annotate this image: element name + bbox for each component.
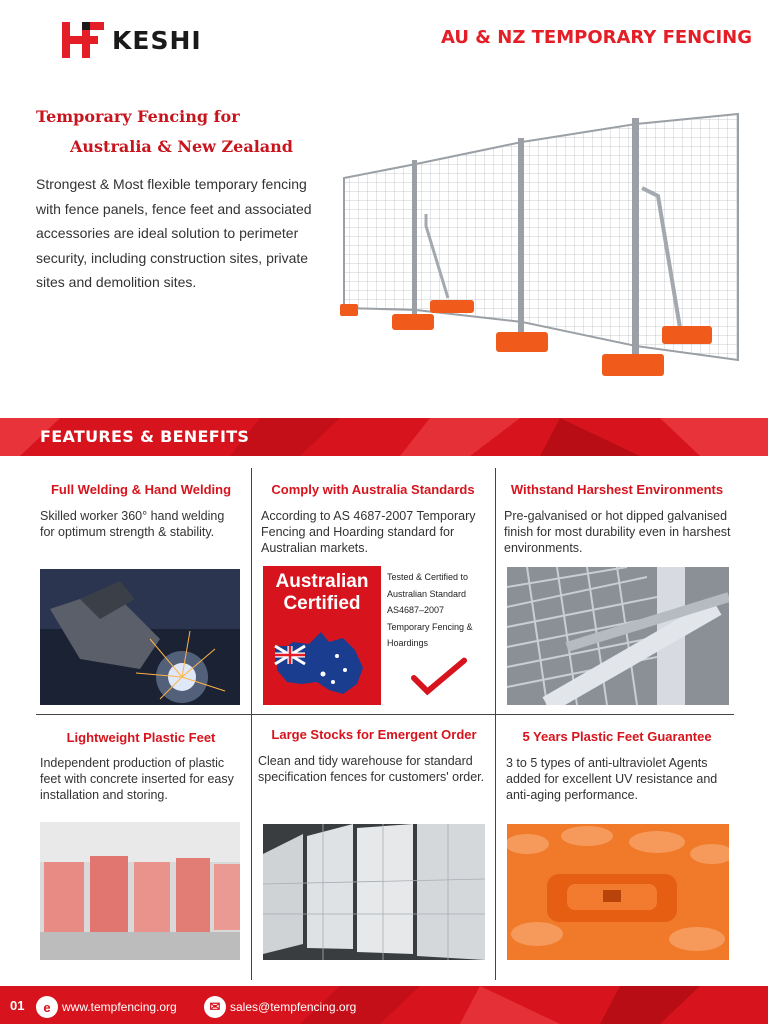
cert-text-line: Tested & Certified to [387,572,469,582]
fence-stock-photo [263,824,485,960]
intro-body: Strongest & Most flexible temporary fencing with fence panels, fence feet and associated accessories are ideal solution to perimeter security, including construction sites, private sites and demolition sites. [36,176,312,290]
website-link[interactable]: www.tempfencing.org [62,1000,177,1014]
certification-badge [263,566,381,705]
feature-title: Large Stocks for Emergent Order [271,727,477,742]
feature-title: Full Welding & Hand Welding [50,482,232,497]
cert-text-line: Australian Standard [387,588,467,599]
intro-title-line1: Temporary Fencing for [36,107,240,126]
fence-hero-image [340,110,750,390]
feature-body: Pre-galvanised or hot dipped galvanised finish for most durability even in harshest environments. [504,509,731,555]
feature-body: According to AS 4687-2007 Temporary Fencing and Hoarding standard for Australian markets. [261,509,476,555]
feature-body: Independent production of plastic feet with concrete inserted for easy installation and storing. [40,756,234,802]
banner-title: FEATURES & BENEFITS [40,427,250,446]
email-contact[interactable] [204,996,356,1018]
document-title: AU & NZ TEMPORARY FENCING [441,27,752,48]
galvanised-fence-photo [507,567,729,705]
keshi-logo-icon [58,18,108,62]
checkmark-icon [410,656,468,696]
logo-text: KESHI [112,25,202,55]
feature-title: Comply with Australia Standards [271,482,475,497]
website-contact[interactable] [36,996,177,1018]
mail-icon: ✉ [204,996,226,1018]
web-icon: e [36,996,58,1018]
orange-plastic-feet-photo [507,824,729,960]
plastic-feet-warehouse-photo [40,822,240,960]
grid-divider [495,468,496,980]
certification-text [387,569,491,652]
cert-text-line: Temporary Fencing & [387,621,473,632]
features-banner [0,418,768,456]
footer-bar [0,986,768,1024]
brand-logo [58,18,218,62]
australia-map-icon [263,624,381,704]
feature-body: Clean and tidy warehouse for standard specification fences for customers' order. [258,754,485,784]
feature-title: 5 Years Plastic Feet Guarantee [522,729,712,744]
cert-text-line: Hoardings [387,638,429,648]
email-link[interactable]: sales@tempfencing.org [230,1000,357,1014]
badge-line1: Australian [275,571,369,592]
welding-photo [40,569,240,705]
intro-title-line2: Australia & New Zealand [70,137,293,156]
grid-divider [36,714,734,715]
feature-title: Lightweight Plastic Feet [66,730,216,745]
cert-text-line: AS4687–2007 [387,605,445,615]
grid-divider [251,468,252,980]
feature-title: Withstand Harshest Environments [510,482,724,497]
page-number: 01 [10,998,25,1013]
feature-body: 3 to 5 types of anti-ultraviolet Agents added for excellent UV resistance and anti-aging performance. [506,756,718,802]
feature-body: Skilled worker 360° hand welding for optimum strength & stability. [40,509,225,539]
badge-line2: Certified [283,593,361,614]
